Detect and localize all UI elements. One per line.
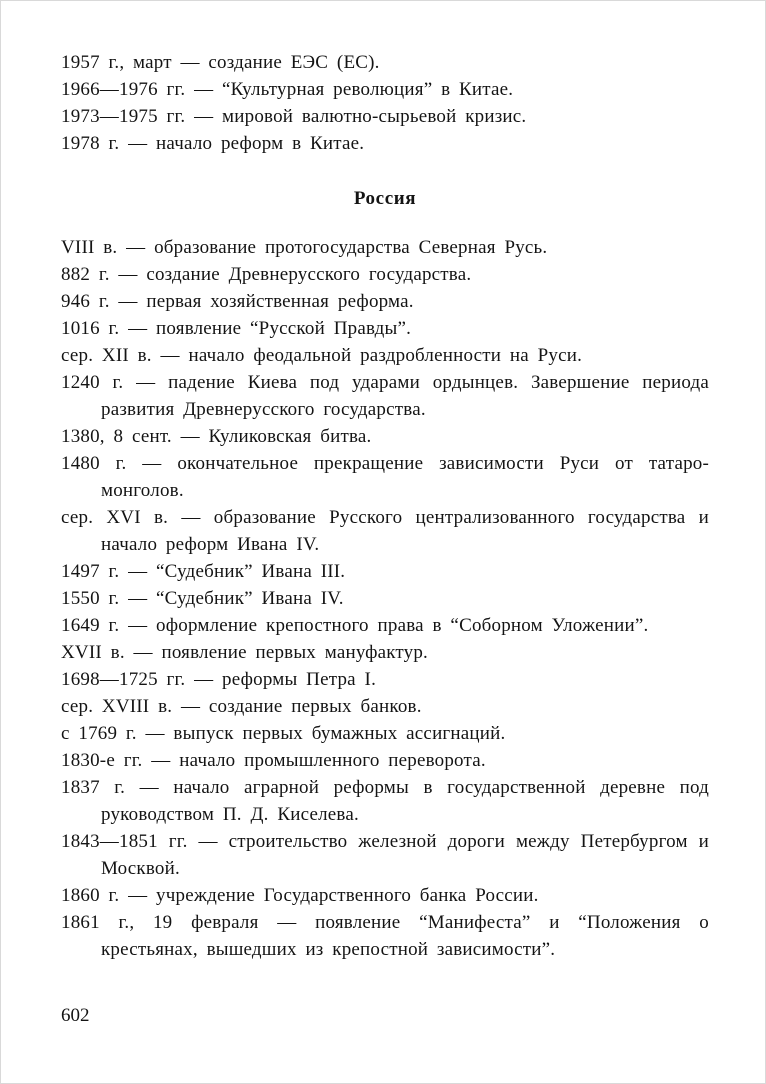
section-heading-russia: Россия bbox=[353, 188, 417, 209]
timeline-entry: 1830-е гг. — начало промышленного переворота. bbox=[61, 750, 486, 771]
page-number: 602 bbox=[61, 1005, 90, 1026]
timeline-entry: 1973—1975 гг. — мировой валютно-сырьевой кризис. bbox=[61, 106, 527, 127]
timeline-entry: XVII в. — появление первых мануфактур. bbox=[61, 642, 429, 663]
timeline-entry: сер. XVIII в. — создание первых банков. bbox=[61, 696, 422, 717]
timeline-entry: 1978 г. — начало реформ в Китае. bbox=[61, 133, 365, 154]
timeline-entry: 1843—1851 гг. — строительство железной дороги между Петербургом и Москвой. bbox=[61, 831, 709, 879]
timeline-entry: 1649 г. — оформление крепостного права в “Соборном Уложении”. bbox=[61, 615, 649, 636]
timeline-entry: 1966—1976 гг. — “Культурная революция” в Китае. bbox=[61, 79, 514, 100]
timeline-entry: 1240 г. — падение Киева под ударами ордынцев. Завершение периода развития Древнерусского государства. bbox=[61, 372, 709, 420]
timeline-entry: с 1769 г. — выпуск первых бумажных ассигнаций. bbox=[61, 723, 506, 744]
timeline-entry: 882 г. — создание Древнерусского государства. bbox=[61, 264, 472, 285]
timeline-entry: 1550 г. — “Судебник” Ивана IV. bbox=[61, 588, 344, 609]
timeline-entry: 1380, 8 сент. — Куликовская битва. bbox=[61, 426, 372, 447]
timeline-entry: 1861 г., 19 февраля — появление “Манифеста” и “Положения о крестьянах, вышедших из крепостной зависимости”. bbox=[61, 912, 709, 960]
timeline-entry: VIII в. — образование протогосударства Северная Русь. bbox=[61, 237, 548, 258]
page-content bbox=[1, 1, 765, 963]
world-timeline-list bbox=[61, 49, 709, 157]
timeline-entry: 1480 г. — окончательное прекращение зависимости Руси от татаро-монголов. bbox=[61, 453, 709, 501]
timeline-entry: 1957 г., март — создание ЕЭС (ЕС). bbox=[61, 52, 380, 73]
timeline-entry: 1698—1725 гг. — реформы Петра I. bbox=[61, 669, 377, 690]
timeline-entry: 946 г. — первая хозяйственная реформа. bbox=[61, 291, 414, 312]
timeline-entry: сер. XII в. — начало феодальной раздробленности на Руси. bbox=[61, 345, 583, 366]
timeline-entry: 1837 г. — начало аграрной реформы в государственной деревне под руководством П. Д. Киселева. bbox=[61, 777, 709, 825]
timeline-entry: сер. XVI в. — образование Русского централизованного государства и начало реформ Ивана IV. bbox=[61, 507, 709, 555]
timeline-entry: 1860 г. — учреждение Государственного банка России. bbox=[61, 885, 539, 906]
timeline-entry: 1497 г. — “Судебник” Ивана III. bbox=[61, 561, 346, 582]
timeline-entry: 1016 г. — появление “Русской Правды”. bbox=[61, 318, 412, 339]
russia-timeline-list bbox=[61, 234, 709, 963]
